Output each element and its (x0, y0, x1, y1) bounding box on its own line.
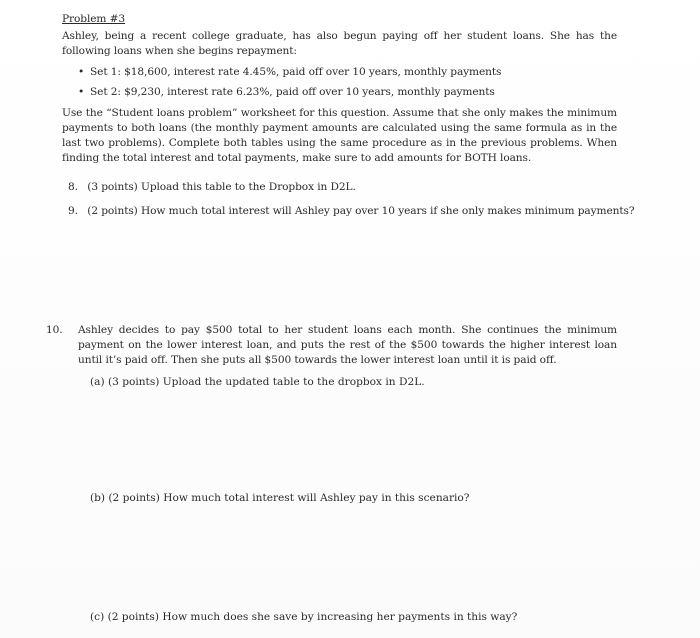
question-text: Ashley decides to pay $500 total to her student loans each month. She continues the minimum payment on the lower interest loan, and puts the rest of the $500 towards the higher interest loan until it’s paid off. Then she puts all $500 towards the lower interest loan until it is paid off. (78, 324, 617, 366)
question-10b: (b) (2 points) How much total interest will Ashley pay in this scenario? (90, 492, 470, 504)
question-text: (2 points) How much total interest will Ashley pay over 10 years if she only makes minimum payments? (87, 205, 635, 217)
instructions-paragraph: Use the “Student loans problem” worksheet for this question. Assume that she only makes the minimum payments to both loans (the monthly payment amounts are calculated using the same formula as in the last two problems). Complete both tables using the same procedure as in the previous problems. When finding the total interest and total payments, make sure to add amounts for BOTH loans. (62, 107, 617, 164)
question-8 (68, 180, 356, 195)
question-number: 9. (68, 205, 78, 217)
loan-set-2: Set 2: $9,230, interest rate 6.23%, paid off over 10 years, monthly payments (90, 86, 495, 98)
question-10a: (a) (3 points) Upload the updated table to the dropbox in D2L. (90, 376, 425, 388)
intro-paragraph: Ashley, being a recent college graduate, has also begun paying off her student loans. She has the following loans when she begins repayment: (62, 30, 617, 57)
question-9 (68, 204, 634, 219)
list-item (78, 85, 617, 100)
loan-list (62, 65, 617, 100)
problem-body (62, 12, 617, 166)
bullet-icon: • (78, 86, 85, 98)
question-10c: (c) (2 points) How much does she save by increasing her payments in this way? (90, 611, 518, 623)
question-text: (3 points) Upload this table to the Dropbox in D2L. (87, 181, 356, 193)
question-number: 8. (68, 181, 78, 193)
loan-set-1: Set 1: $18,600, interest rate 4.45%, paid off over 10 years, monthly payments (90, 66, 502, 78)
bullet-icon: • (78, 66, 85, 78)
problem-title: Problem #3 (62, 13, 126, 25)
list-item (78, 65, 617, 80)
question-10 (46, 323, 617, 368)
question-number: 10. (46, 324, 63, 336)
